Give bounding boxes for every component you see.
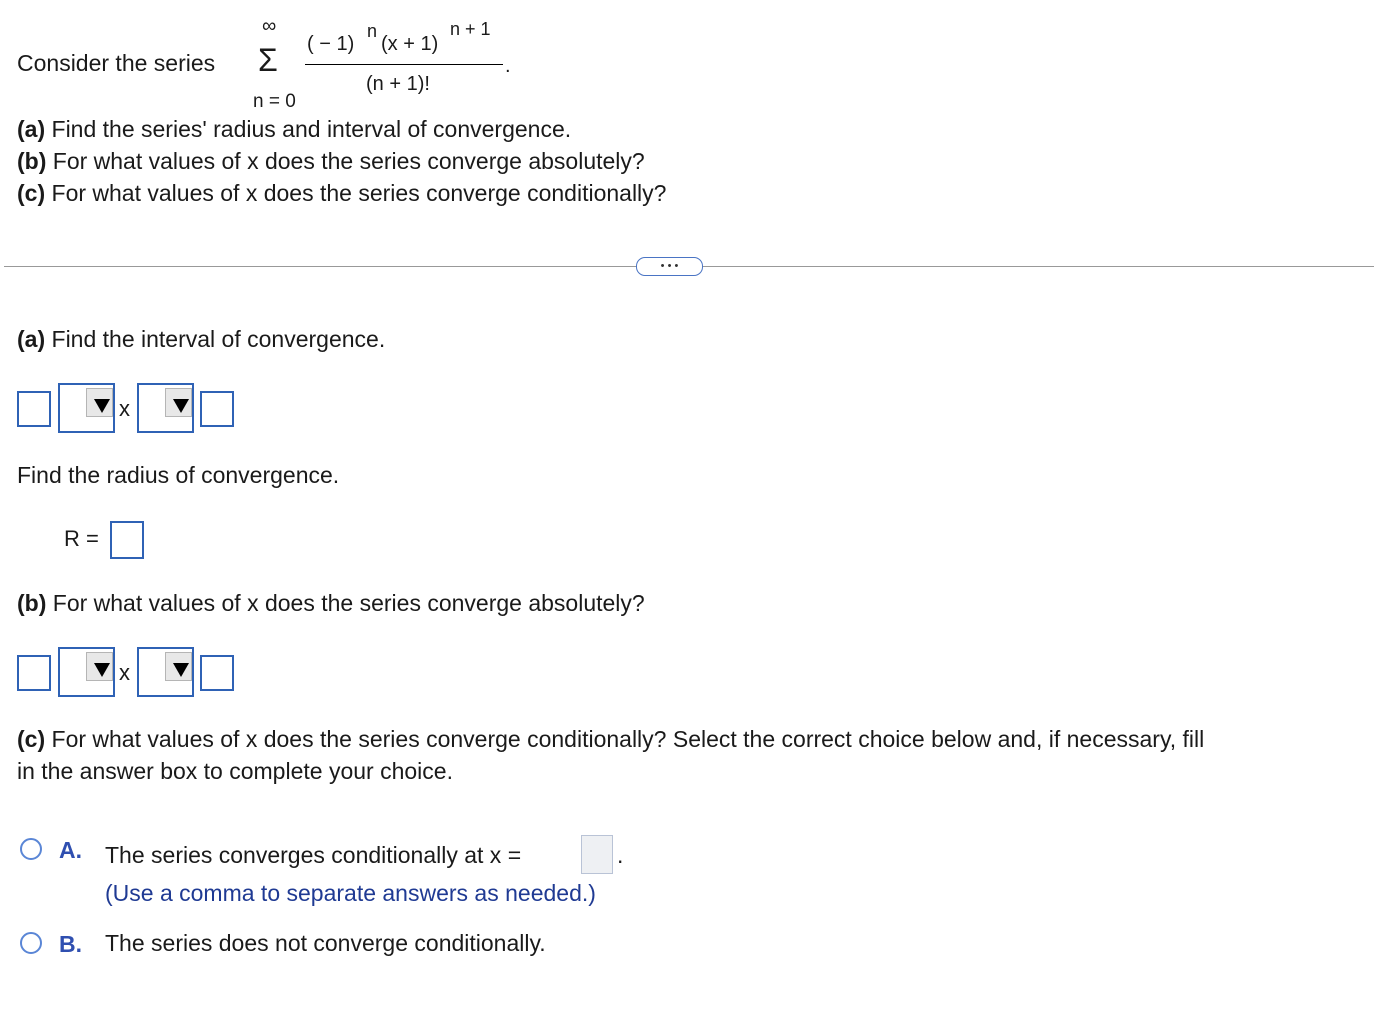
part-c-prompt: (c) For what values of x does the series converge conditionally? Select the correct choice below and, if necessary, fill: [17, 726, 1205, 752]
radius-input[interactable]: [110, 521, 144, 559]
interval-a-right-inequality-select[interactable]: [137, 383, 194, 433]
question-c: (c) For what values of x does the series converge conditionally?: [17, 180, 667, 206]
choice-a-text: The series converges conditionally at x =: [105, 842, 522, 868]
numerator-exponent-n-plus-1: n + 1: [450, 19, 491, 39]
sum-lower-limit: n = 0: [253, 91, 296, 112]
interval-b-left-endpoint-input[interactable]: [17, 655, 51, 691]
interval-a-left-endpoint-input[interactable]: [17, 391, 51, 427]
dropdown-arrow-icon: [94, 399, 110, 413]
dropdown-arrow-icon: [173, 399, 189, 413]
question-a: (a) Find the series' radius and interval of convergence.: [17, 116, 572, 142]
radius-label: R =: [64, 526, 99, 551]
choice-a-period: .: [617, 842, 624, 868]
choice-a-radio[interactable]: [20, 838, 42, 860]
interval-a-right-endpoint-input[interactable]: [200, 391, 234, 427]
interval-b-left-inequality-select[interactable]: [58, 647, 115, 697]
dropdown-arrow-icon: [94, 663, 110, 677]
choice-b-letter: B.: [59, 931, 82, 957]
numerator-exponent-n: n: [367, 21, 378, 41]
choice-a-letter: A.: [59, 837, 82, 863]
choice-b-text: The series does not converge conditionally.: [105, 930, 546, 956]
denominator: (n + 1)!: [366, 73, 430, 95]
consider-label: Consider the series: [17, 50, 216, 76]
radius-prompt: Find the radius of convergence.: [17, 462, 340, 488]
expand-more-button[interactable]: • • •: [636, 257, 703, 276]
choice-b-radio[interactable]: [20, 932, 42, 954]
interval-b-variable: x: [119, 660, 130, 685]
numerator-factor: (x + 1): [381, 33, 439, 55]
numerator-base: ( − 1): [307, 33, 355, 55]
interval-a-left-inequality-select[interactable]: [58, 383, 115, 433]
interval-b-right-endpoint-input[interactable]: [200, 655, 234, 691]
interval-a-variable: x: [119, 396, 130, 421]
part-a-prompt: (a) Find the interval of convergence.: [17, 326, 386, 352]
sum-upper-limit: ∞: [262, 15, 277, 37]
dropdown-arrow-icon: [173, 663, 189, 677]
choice-a-answer-input[interactable]: [581, 835, 613, 874]
interval-b-right-inequality-select[interactable]: [137, 647, 194, 697]
part-c-prompt-line2: in the answer box to complete your choice.: [17, 758, 453, 784]
part-b-prompt: (b) For what values of x does the series converge absolutely?: [17, 590, 645, 616]
series-end-period: .: [505, 55, 511, 77]
sigma-symbol: Σ: [258, 42, 278, 78]
question-b: (b) For what values of x does the series converge absolutely?: [17, 148, 645, 174]
choice-a-hint: (Use a comma to separate answers as needed.): [105, 880, 596, 906]
fraction-bar: [305, 64, 503, 65]
